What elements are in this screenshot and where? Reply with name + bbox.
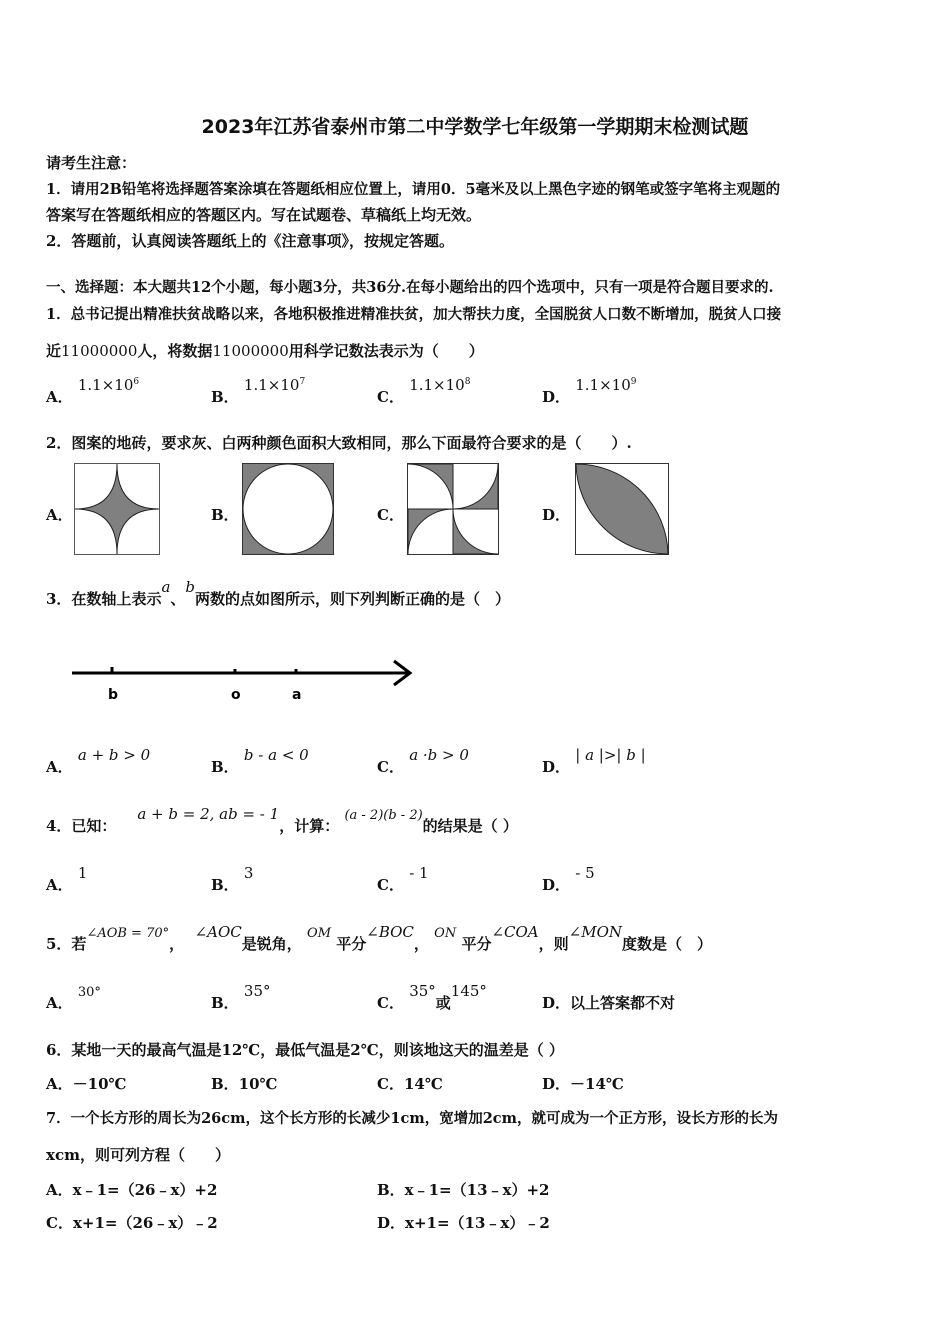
var-a: a [161,578,171,596]
q3-text-a: 3．在数轴上表示 [46,590,162,608]
option-base: 1.1×10 [243,376,300,394]
option-label: A． [46,388,73,406]
q5-on: ON [434,926,457,941]
axis-label-a: a [292,687,302,703]
option-value [244,376,305,394]
q1-number-1: 11000000 [61,342,138,360]
q1-text-b: 人，将数据 [137,342,213,360]
option-exponent: 9 [630,377,637,387]
option-label: A． [46,758,73,776]
q2-label-c: C． [377,506,404,524]
option-value: | a |>| b | [575,746,646,764]
q5-comma: ， [413,935,429,953]
q5-text-d: 平分 [461,935,492,953]
option-value [575,376,636,394]
q4-text-b: ，计算： [279,817,340,835]
var-b: b [185,578,196,596]
q4-given: a + b = 2, ab = - 1 [137,805,280,823]
notice-heading: 请考生注意： [46,154,137,172]
option-value: a + b > 0 [77,746,151,764]
q7-option-b: B．x﹣1=（13﹣x）+2 [377,1181,550,1199]
axis-label-o: o [231,687,241,703]
q4-text-a: 4．已知： [46,817,117,835]
q2-label-d: D． [542,506,571,524]
q5-text [46,923,713,954]
option-label: B． [211,758,239,776]
tile-figure-a [74,463,160,555]
option-label: C． [377,876,404,894]
option-exponent: 8 [464,377,471,387]
q5-angle-aob: ∠AOB = 70° [86,926,170,941]
q5-comma: ， [169,935,185,953]
q4-expression: (a - 2)(b - 2) [344,808,423,823]
option-exponent: 6 [133,377,140,387]
q4-option-c [377,864,429,895]
q5-text-f: 度数是（ ） [622,935,713,953]
option-label: A． [46,876,73,894]
q6-option-b: B．10℃ [211,1075,278,1093]
exam-title: 2023年江苏省泰州市第二中学数学七年级第一学期期末检测试题 [201,116,749,138]
q3-option-b [211,746,309,777]
option-value: 1 [77,864,88,882]
option-value: 3 [243,864,254,882]
option-label: D． [542,758,571,776]
q3-text-b: 两数的点如图所示，则下列判断正确的是（ ） [195,590,511,608]
q2-label-b: B． [211,506,239,524]
q5-angle-coa: ∠COA [491,923,539,941]
option-value [78,376,139,394]
q4-option-d [542,864,595,895]
q1-line1: 1．总书记提出精准扶贫战略以来，各地积极推进精准扶贫，加大帮扶力度，全国脱贫人口数不断增加，脱贫人口接 [46,306,782,323]
q5-text-e: ，则 [538,935,569,953]
q4-text [46,805,518,836]
q7-line1: 7．一个长方形的周长为26cm，这个长方形的长减少1cm，宽增加2cm，就可成为一个正方形，设长方形的长为 [46,1110,778,1127]
option-base: 1.1×10 [409,376,465,394]
section-heading: 一、选择题：本大题共12个小题，每小题3分，共36分.在每小题给出的四个选项中，只有一项是符合题目要求的. [46,279,774,296]
q7-option-d: D．x+1=（13﹣x）﹣2 [377,1214,550,1232]
q2-text: 2．图案的地砖，要求灰、白两种颜色面积大致相同，那么下面最符合要求的是（ ）. [46,434,632,452]
option-value: b - a < 0 [243,746,309,764]
option-value: 30° [77,985,101,1000]
tile-figure-c [407,463,499,555]
option-value-2: 145° [450,982,487,1000]
tile-figure-d [575,463,669,555]
option-label: B． [211,388,239,406]
option-base: 1.1×10 [575,376,631,394]
notice-item-2: 2．答题前，认真阅读答题纸上的《注意事项》，按规定答题。 [46,232,454,250]
option-value: 35° [243,982,271,1000]
q5-option-a [46,985,101,1013]
q5-angle-aoc: ∠AOC [194,923,242,941]
option-label: B． [211,994,239,1012]
q5-text-c: 平分 [336,935,367,953]
q4-option-b [211,864,254,895]
option-or: 或 [435,994,451,1012]
option-label: D． [542,876,571,894]
axis-label-b: b [108,687,119,703]
q6-text: 6．某地一天的最高气温是12℃，最低气温是2℃，则该地这天的温差是（ ） [46,1041,564,1059]
option-base: 1.1×10 [77,376,134,394]
q3-separator: 、 [170,590,186,608]
q5-option-b [211,982,271,1013]
option-value [409,376,470,394]
q7-option-a: A．x﹣1=（26﹣x）+2 [46,1181,218,1199]
tile-figure-b [242,463,334,555]
q4-option-a [46,864,88,895]
number-line [68,655,418,705]
q1-line2 [46,340,484,361]
q1-text-c: 用科学记数法表示为（ ） [288,342,484,360]
q3-option-d [542,746,646,777]
option-label: C． [377,388,404,406]
q6-option-a: A．－10℃ [46,1075,127,1093]
q5-angle-boc: ∠BOC [366,923,414,941]
option-label: A． [46,994,73,1012]
q3-option-a [46,746,151,777]
q5-text-a: 5．若 [46,935,87,953]
option-label: B． [211,876,239,894]
option-label: D． [542,388,571,406]
q5-text-b: 是锐角， [241,935,302,953]
notice-item-1b: 答案写在答题纸相应的答题区内。写在试题卷、草稿纸上均无效。 [46,206,482,224]
q3-option-c [377,746,469,777]
q7-option-c: C．x+1=（26﹣x）﹣2 [46,1214,218,1232]
q4-text-c: 的结果是（ ） [422,817,518,835]
q1-number-2: 11000000 [212,342,289,360]
q5-angle-mon: ∠MON [568,923,623,941]
option-value-1: 35° [409,982,436,1000]
option-value: - 5 [575,864,595,882]
q5-option-c [377,982,487,1013]
q6-option-c: C．14℃ [377,1075,443,1093]
q7-line2: xcm，则可列方程（ ） [46,1146,230,1164]
option-label: C． [377,994,404,1012]
q6-option-d: D．－14℃ [542,1075,624,1093]
q5-om: OM [307,926,332,941]
notice-item-1a: 1．请用2B铅笔将选择题答案涂填在答题纸相应位置上，请用0．5毫米及以上黑色字迹的钢笔或签字笔将主观题的 [46,181,781,198]
q1-text-a: 近 [46,342,62,360]
option-value: a ·b > 0 [409,746,469,764]
option-label: C． [377,758,404,776]
option-value: - 1 [409,864,429,882]
q2-label-a: A． [46,506,73,524]
q5-option-d: D．以上答案都不对 [542,994,676,1012]
option-exponent: 7 [299,377,306,387]
q3-text [46,578,511,609]
